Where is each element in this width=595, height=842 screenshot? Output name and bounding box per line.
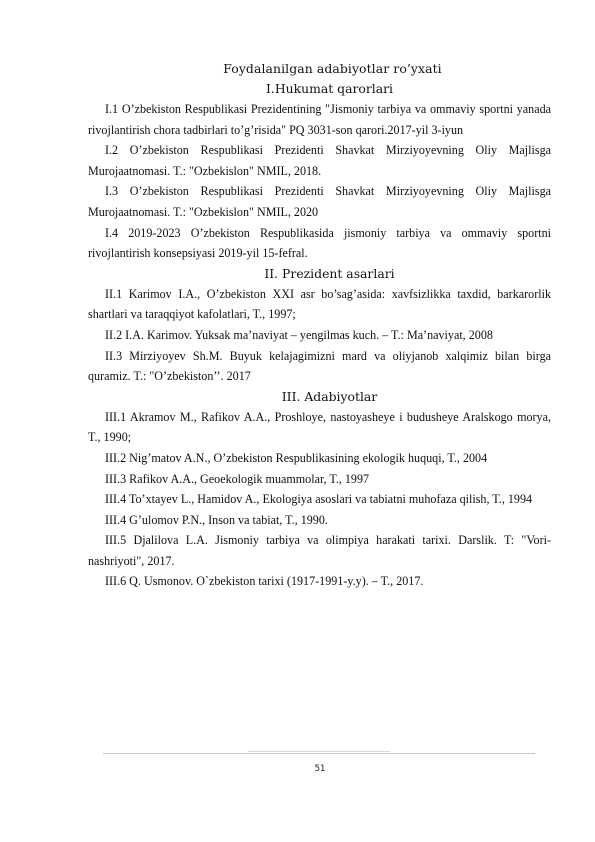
section-heading-prezident: II. Prezident asarlari — [264, 265, 395, 281]
footer-divider-accent — [248, 751, 390, 752]
section-heading-adabiyotlar: III. Adabiyotlar — [281, 388, 378, 404]
reference-entry: III.4 To’xtayev L., Hamidov A., Ekologiya asoslari va tabiatni muhofaza qilish, T., 1994 — [105, 492, 533, 507]
reference-entry: I.2 O’zbekiston Respublikasi Prezidenti Shavkat Mirziyoyevning Oliy Majlisga Murojaatnomasi. T.: "Ozbekislon" NMIL, 2018. — [88, 143, 551, 178]
reference-entry: II.1 Karimov I.A., O’zbekiston XXI asr bo’sag’asida: xavfsizlikka taxdid, barkarorlik shartlari va taraqqiyot kafolatlari, T., 1997; — [88, 286, 551, 322]
reference-entry: I.1 O’zbekiston Respublikasi Prezidentining "Jismoniy tarbiya va ommaviy sportni yanada rivojlantirish chora tadbirlari to’g’risida" PQ 3031-son qarori.2017-yil 3-iyun — [88, 102, 551, 137]
section-heading-hukumat: I.Hukumat qarorlari — [265, 81, 394, 96]
page-title: Foydalanilgan adabiyotlar ro’yxati — [223, 61, 442, 76]
reference-entry: II.2 I.A. Karimov. Yuksak ma’naviyat – yengilmas kuch. – T.: Ma’naviyat, 2008 — [105, 327, 493, 342]
footer-divider — [103, 753, 535, 754]
document-body — [88, 59, 551, 592]
reference-entry: III.4 G’ulomov P.N., Inson va tabiat, T., 1990. — [105, 512, 328, 527]
reference-entry: III.2 Nig’matov A.N., O’zbekiston Respublikasining ekologik huquqi, T., 2004 — [105, 450, 488, 465]
reference-entry: II.3 Mirziyoyev Sh.M. Buyuk kelajagimizni mard va oliyjanob xalqimiz bilan birga quramiz. T.: "O’zbekiston’’. 2017 — [88, 348, 551, 384]
reference-entry: I.3 O’zbekiston Respublikasi Prezidenti Shavkat Mirziyoyevning Oliy Majlisga Murojaatnomasi. T.: "Ozbekislon" NMIL, 2020 — [88, 184, 551, 219]
reference-entry: III.3 Rafikov A.A., Geoekologik muammolar, T., 1997 — [105, 471, 370, 486]
page-number: 51 — [314, 764, 326, 774]
reference-entry: III.1 Akramov M., Rafikov A.A., Proshloye, nastoyasheye i budusheye Aralskogo morya, T., 1990; — [88, 409, 551, 445]
reference-entry: III.6 Q. Usmonov. O`zbekiston tarixi (1917-1991-y.y). – T., 2017. — [105, 574, 424, 589]
reference-entry: III.5 Djalilova L.A. Jismoniy tarbiya va olimpiya harakati tarixi. Darslik. T: "Vori-nashriyoti", 2017. — [88, 533, 551, 568]
reference-entry: I.4 2019-2023 O’zbekiston Respublikasida jismoniy tarbiya va ommaviy sportni rivojlantirish konsepsiyasi 2019-yil 15-fefral. — [88, 225, 551, 261]
